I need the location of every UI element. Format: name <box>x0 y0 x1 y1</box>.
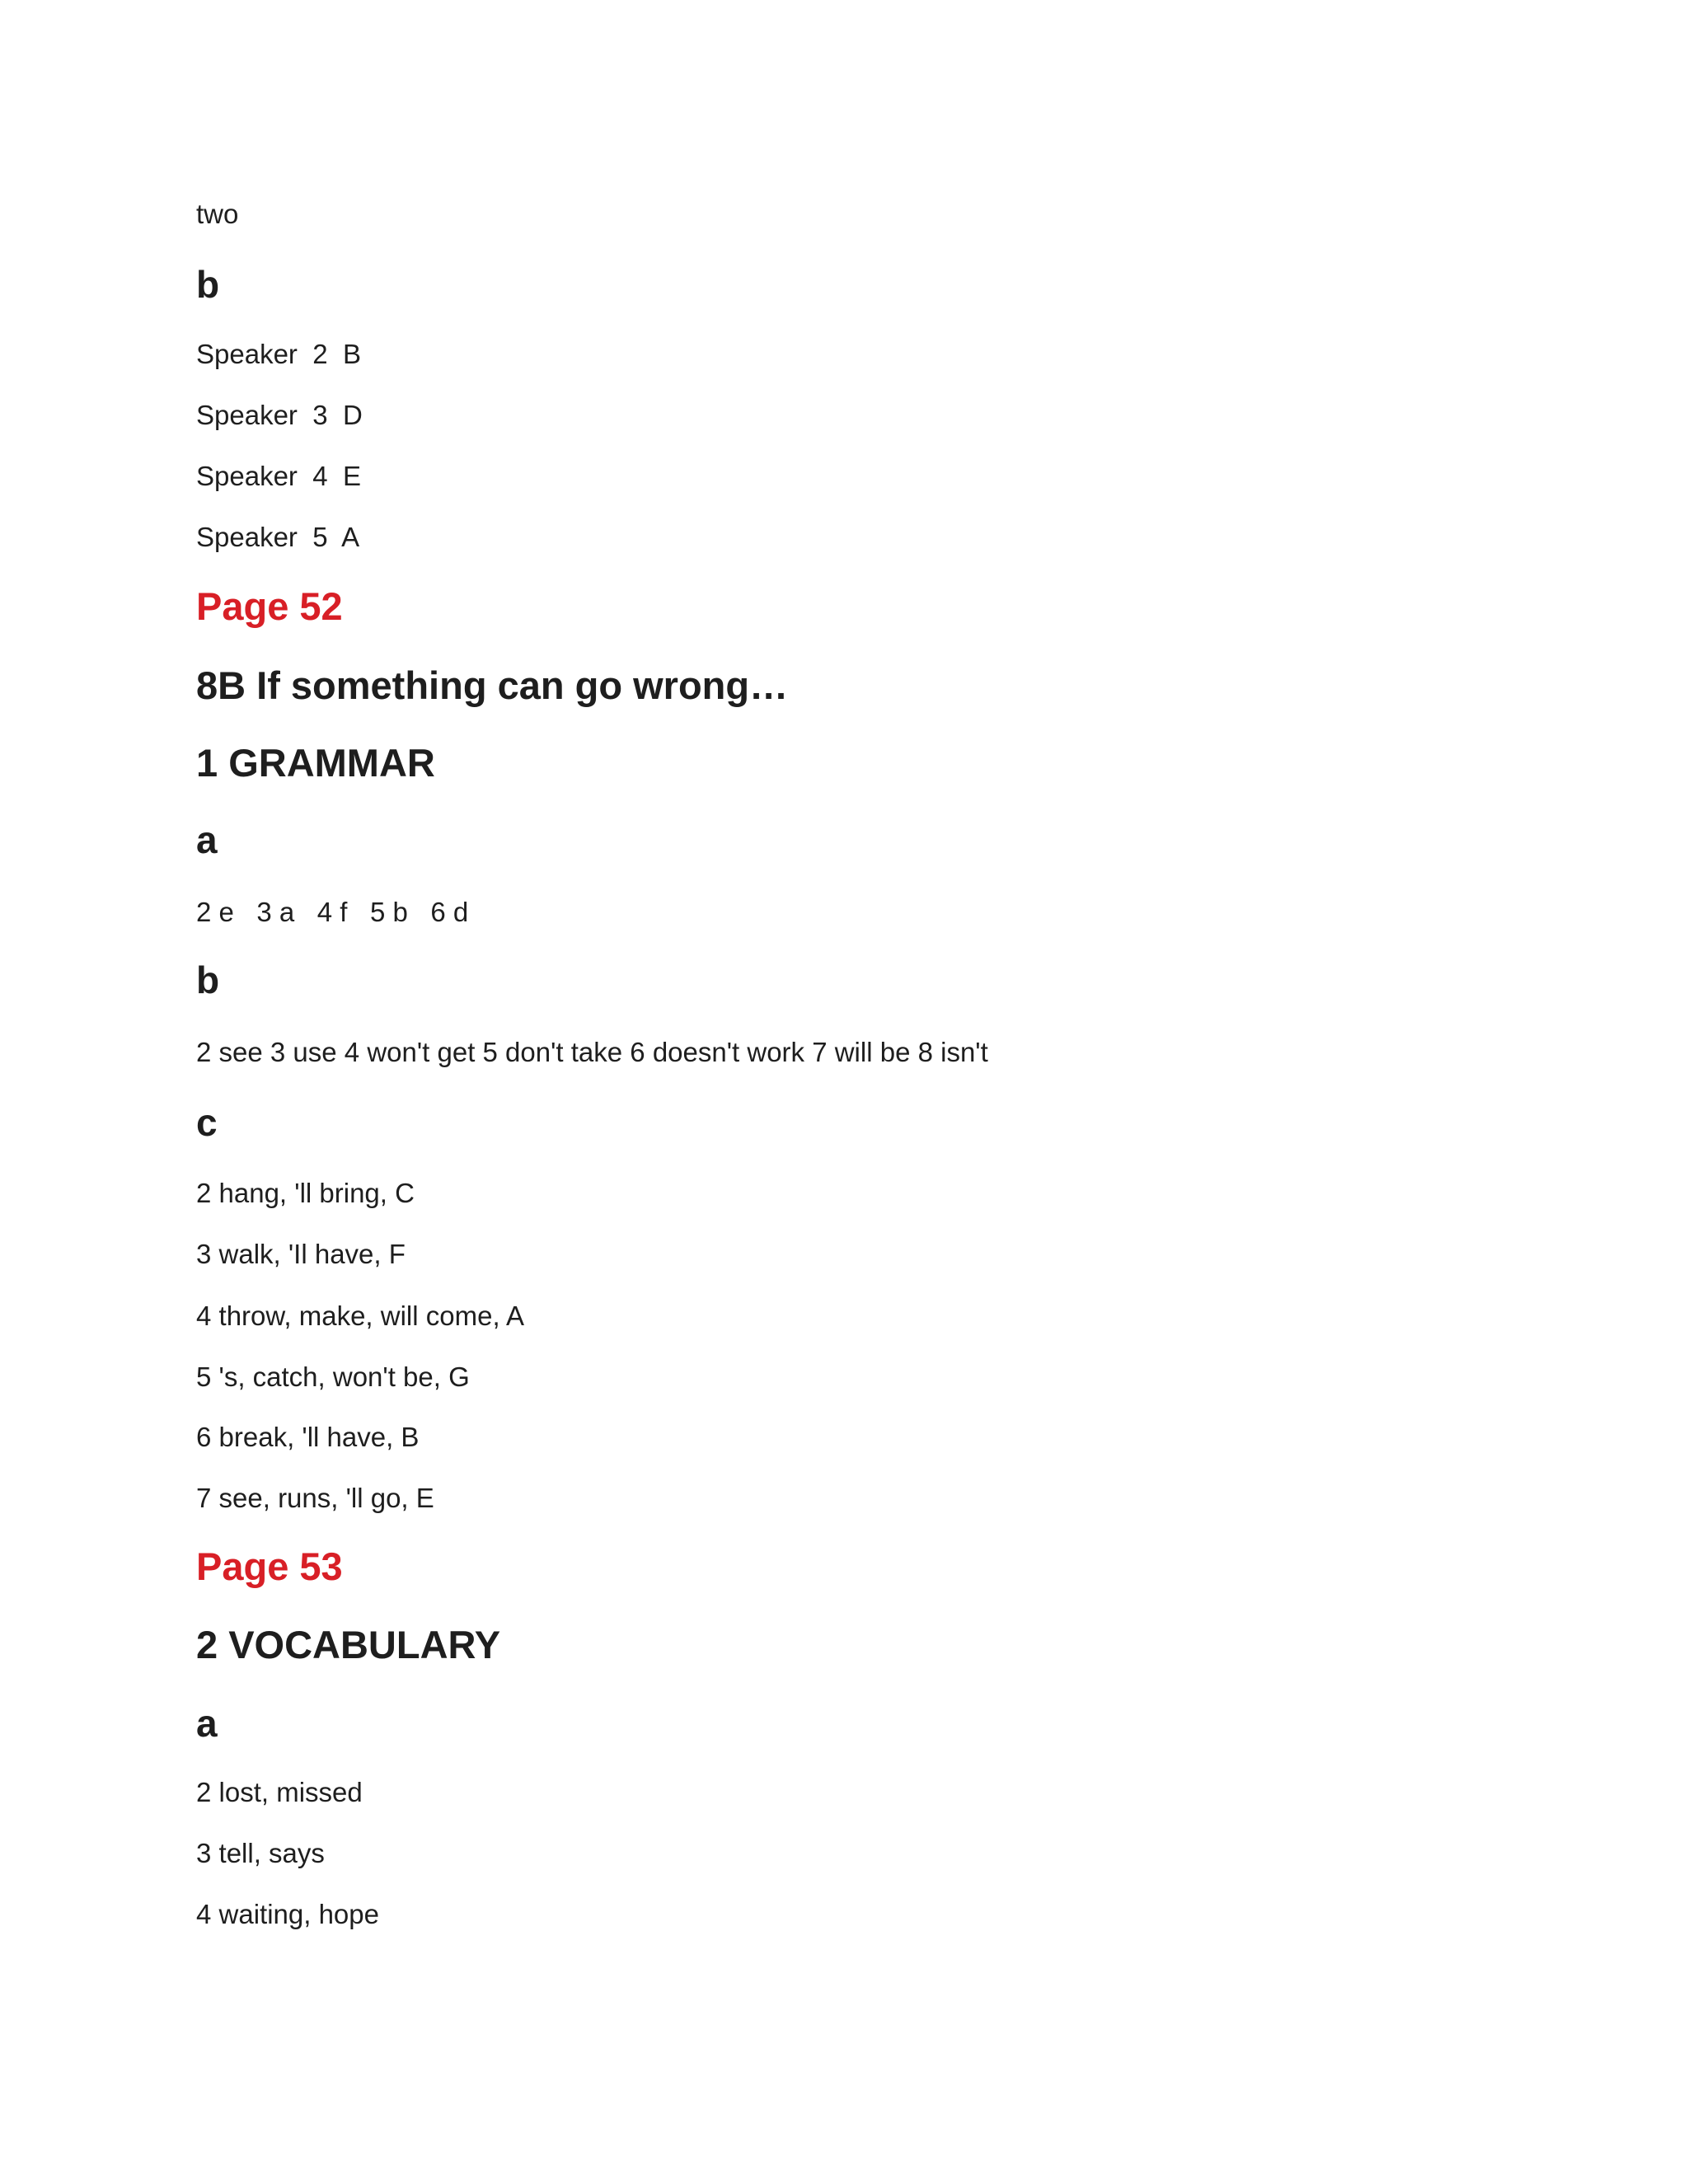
answer-line-vocab-2: 2 lost, missed <box>196 1777 363 1807</box>
answer-line-speaker-3: Speaker 3 D <box>196 400 363 430</box>
page-heading-52: Page 52 <box>196 584 343 628</box>
section-title-vocabulary: 2 VOCABULARY <box>196 1623 501 1666</box>
answer-line-c-6: 6 break, 'll have, B <box>196 1422 420 1452</box>
section-title-grammar: 1 GRAMMAR <box>196 741 435 785</box>
answer-line-c-7: 7 see, runs, 'll go, E <box>196 1483 434 1513</box>
answer-line-vocab-4: 4 waiting, hope <box>196 1899 379 1929</box>
exercise-label-b: b <box>196 263 220 306</box>
exercise-label-b: b <box>196 958 220 1001</box>
exercise-label-a: a <box>196 818 218 861</box>
exercise-label-a: a <box>196 1702 218 1745</box>
answer-line-two: two <box>196 199 239 229</box>
answer-line-vocab-3: 3 tell, says <box>196 1838 325 1868</box>
answer-line-c-5: 5 's, catch, won't be, G <box>196 1361 470 1392</box>
answer-line-speaker-5: Speaker 5 A <box>196 522 360 552</box>
answer-line-grammar-b: 2 see 3 use 4 won't get 5 don't take 6 doesn't work 7 will be 8 isn't <box>196 1037 988 1067</box>
page-heading-53: Page 53 <box>196 1544 343 1588</box>
section-title-8b: 8B If something can go wrong… <box>196 663 789 707</box>
answer-line-c-3: 3 walk, 'Il have, F <box>196 1239 406 1269</box>
answer-line-c-2: 2 hang, 'll bring, C <box>196 1178 415 1208</box>
answer-line-grammar-a: 2 e 3 a 4 f 5 b 6 d <box>196 897 469 927</box>
answer-line-c-4: 4 throw, make, will come, A <box>196 1301 524 1331</box>
exercise-label-c: c <box>196 1101 218 1144</box>
answer-line-speaker-2: Speaker 2 B <box>196 339 361 369</box>
answer-line-speaker-4: Speaker 4 E <box>196 461 361 491</box>
